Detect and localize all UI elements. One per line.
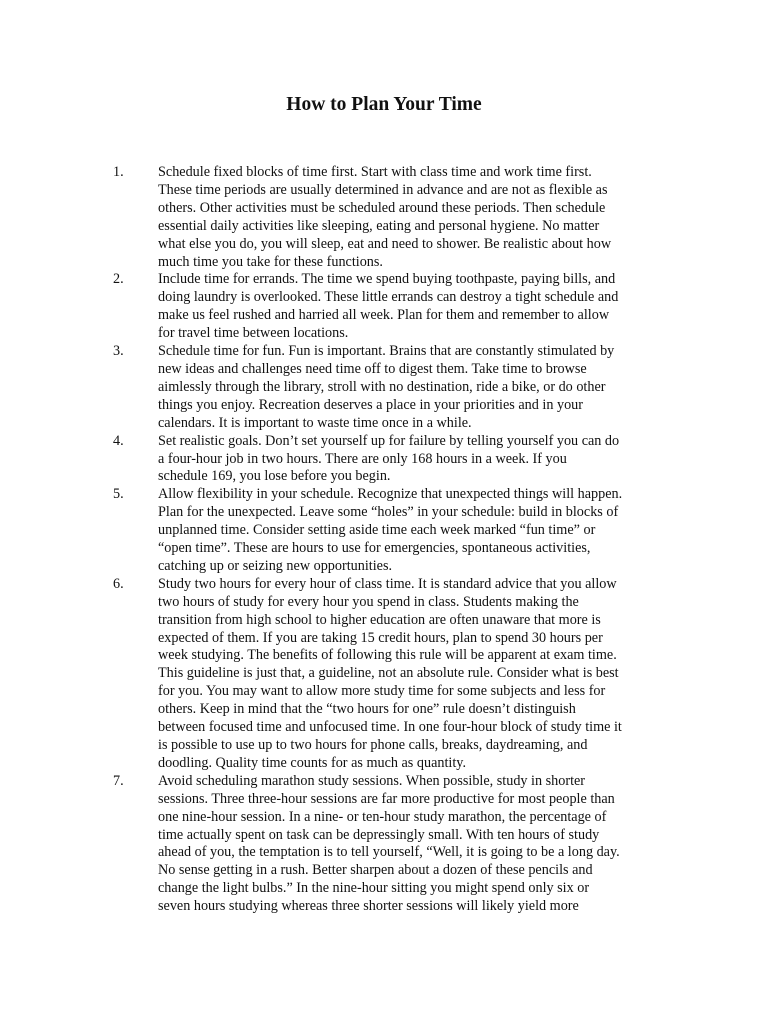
text-line: Include time for errands. The time we spend buying toothpaste, paying bills, and bbox=[158, 271, 616, 288]
list-item bbox=[113, 271, 658, 343]
text-line: Set realistic goals. Don’t set yourself up for failure by telling yourself you can do bbox=[158, 432, 620, 449]
text-line: Study two hours for every hour of class time. It is standard advice that you allow bbox=[158, 575, 617, 592]
list-item-number: 5. bbox=[113, 486, 124, 503]
text-line: make us feel rushed and harried all week. Plan for them and remember to allow bbox=[158, 307, 610, 324]
text-line: This guideline is just that, a guideline, not an absolute rule. Consider what is best bbox=[158, 665, 619, 682]
list-item-number: 2. bbox=[113, 271, 124, 288]
list-item bbox=[113, 486, 658, 576]
text-line: doodling. Quality time counts for as much as quantity. bbox=[158, 754, 467, 771]
text-line: things you enjoy. Recreation deserves a place in your priorities and in your bbox=[158, 396, 583, 413]
text-line: ahead of you, the temptation is to tell yourself, “Well, it is going to be a long day. bbox=[158, 844, 620, 861]
text-line: schedule 169, you lose before you begin. bbox=[158, 468, 391, 485]
text-line: two hours of study for every hour you spend in class. Students making the bbox=[158, 593, 579, 610]
list-item bbox=[113, 773, 658, 916]
list-item bbox=[113, 576, 658, 773]
text-line: others. Other activities must be scheduled around these periods. Then schedule bbox=[158, 199, 606, 216]
text-line: what else you do, you will sleep, eat and need to shower. Be realistic about how bbox=[158, 235, 612, 252]
text-line: “open time”. These are hours to use for emergencies, spontaneous activities, bbox=[158, 540, 591, 557]
text-line: for you. You may want to allow more study time for some subjects and less for bbox=[158, 683, 606, 700]
list-item-text bbox=[158, 433, 658, 487]
text-line: essential daily activities like sleeping, eating and personal hygiene. No matter bbox=[158, 217, 600, 234]
list-item-text bbox=[158, 486, 658, 576]
text-line: catching up or seizing new opportunities. bbox=[158, 557, 393, 574]
text-line: unplanned time. Consider setting aside time each week marked “fun time” or bbox=[158, 522, 596, 539]
text-line: others. Keep in mind that the “two hours for one” rule doesn’t distinguish bbox=[158, 701, 576, 718]
text-line: one nine-hour session. In a nine- or ten-hour study marathon, the percentage of bbox=[158, 808, 607, 825]
text-line: time actually spent on task can be depressingly small. With ten hours of study bbox=[158, 826, 600, 843]
list-item-number: 7. bbox=[113, 772, 124, 789]
text-line: No sense getting in a rush. Better sharpen about a dozen of these pencils and bbox=[158, 862, 593, 879]
text-line: Allow flexibility in your schedule. Recognize that unexpected things will happen. bbox=[158, 486, 623, 503]
text-line: new ideas and challenges need time off to digest them. Take time to browse bbox=[158, 360, 587, 377]
list-item-number: 1. bbox=[113, 164, 124, 180]
list-item-text bbox=[158, 343, 658, 433]
text-line: week studying. The benefits of following this rule will be apparent at exam time. bbox=[158, 647, 617, 664]
text-line: Avoid scheduling marathon study sessions. When possible, study in shorter bbox=[158, 772, 586, 789]
list-item-number: 6. bbox=[113, 575, 124, 592]
text-line: seven hours studying whereas three shorter sessions will likely yield more bbox=[158, 898, 579, 915]
text-line: sessions. Three three-hour sessions are far more productive for most people than bbox=[158, 790, 615, 807]
text-line: calendars. It is important to waste time once in a while. bbox=[158, 414, 472, 431]
text-line: aimlessly through the library, stroll with no destination, ride a bike, or do other bbox=[158, 378, 606, 395]
list-item-number: 3. bbox=[113, 343, 124, 360]
text-line: for travel time between locations. bbox=[158, 325, 349, 342]
text-line: a four-hour job in two hours. There are only 168 hours in a week. If you bbox=[158, 450, 567, 467]
text-line: Plan for the unexpected. Leave some “holes” in your schedule: build in blocks of bbox=[158, 504, 619, 521]
text-line: change the light bulbs.” In the nine-hour sitting you might spend only six or bbox=[158, 880, 590, 897]
text-line: much time you take for these functions. bbox=[158, 253, 383, 270]
text-line: between focused time and unfocused time. In one four-hour block of study time it bbox=[158, 719, 622, 736]
list-item-text bbox=[158, 164, 658, 271]
page-title: How to Plan Your Time bbox=[286, 94, 482, 115]
numbered-list bbox=[113, 164, 658, 916]
list-item-text bbox=[158, 271, 658, 343]
text-line: Schedule time for fun. Fun is important. Brains that are constantly stimulated by bbox=[158, 343, 615, 360]
text-line: These time periods are usually determined in advance and are not as flexible as bbox=[158, 181, 608, 198]
text-line: expected of them. If you are taking 15 credit hours, plan to spend 30 hours per bbox=[158, 629, 603, 646]
list-item bbox=[113, 433, 658, 487]
text-line: transition from high school to higher education are often unaware that more is bbox=[158, 611, 601, 628]
list-item-number: 4. bbox=[113, 432, 124, 449]
list-item bbox=[113, 343, 658, 433]
list-item-text bbox=[158, 773, 658, 916]
list-item-text bbox=[158, 576, 658, 773]
text-line: doing laundry is overlooked. These little errands can destroy a tight schedule and bbox=[158, 289, 619, 306]
text-line: is possible to use up to two hours for phone calls, breaks, daydreaming, and bbox=[158, 737, 588, 753]
text-line: Schedule fixed blocks of time first. Start with class time and work time first. bbox=[158, 164, 592, 180]
list-item bbox=[113, 164, 658, 271]
